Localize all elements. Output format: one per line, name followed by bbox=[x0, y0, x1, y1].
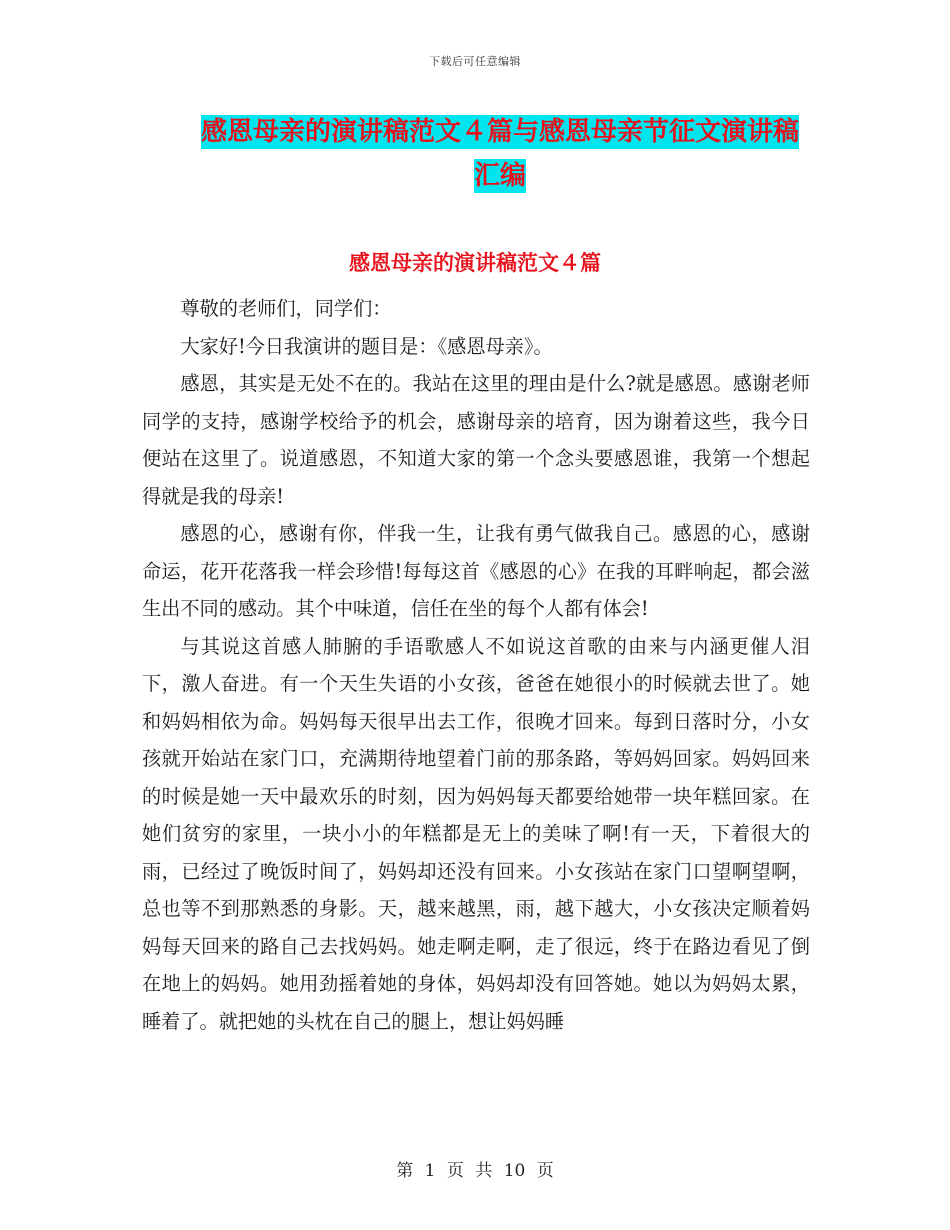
header-note: 下载后可任意编辑 bbox=[429, 55, 521, 68]
body-text bbox=[142, 290, 810, 1040]
paragraph-greeting: 尊敬的老师们，同学们： bbox=[180, 297, 392, 320]
paragraph: 感恩，其实是无处不在的。我站在这里的理由是什么?就是感恩。感谢老师同学的支持，感谢学校给予的机会，感谢母亲的培育，因为谢着这些，我今日便站在这里了。说道感恩，不知道大家的第一个念头要感恩谁，我第一个想起得就是我的母亲! bbox=[142, 372, 810, 508]
document-title bbox=[140, 110, 860, 198]
title-line-1: 感恩母亲的演讲稿范文４篇与感恩母亲节征文演讲稿 bbox=[200, 117, 799, 147]
page-footer: 第 1 页 共 10 页 bbox=[396, 1161, 554, 1181]
paragraph: 与其说这首感人肺腑的手语歌感人不如说这首歌的由来与内涵更催人泪下，激人奋进。有一个天生失语的小女孩，爸爸在她很小的时候就去世了。她和妈妈相依为命。妈妈每天很早出去工作，很晚才回来。每到日落时分，小女孩就开始站在家门口，充满期待地望着门前的那条路，等妈妈回家。妈妈回来的时候是她一天中最欢乐的时刻，因为妈妈每天都要给她带一块年糕回家。在她们贫穷的家里，一块小小的年糕都是无上的美味了啊!有一天，下着很大的雨，已经过了晚饭时间了，妈妈却还没有回来。小女孩站在家门口望啊望啊，总也等不到那熟悉的身影。天，越来越黑，雨，越下越大，小女孩决定顺着妈妈每天回来的路自己去找妈妈。她走啊走啊，走了很远，终于在路边看见了倒在地上的妈妈。她用劲摇着她的身体，妈妈却没有回答她。她以为妈妈太累，睡着了。就把她的头枕在自己的腿上，想让妈妈睡 bbox=[142, 634, 810, 1033]
section-title: 感恩母亲的演讲稿范文４篇 bbox=[349, 251, 601, 275]
paragraph-intro: 大家好!今日我演讲的题目是：《感恩母亲》。 bbox=[180, 334, 553, 358]
title-line-2: 汇编 bbox=[473, 161, 526, 191]
paragraph: 感恩的心，感谢有你，伴我一生，让我有勇气做我自己。感恩的心，感谢命运，花开花落我一样会珍惜!每每这首《感恩的心》在我的耳畔响起，都会滋生出不同的感动。其个中味道，信任在坐的每个人都有体会! bbox=[142, 522, 810, 620]
